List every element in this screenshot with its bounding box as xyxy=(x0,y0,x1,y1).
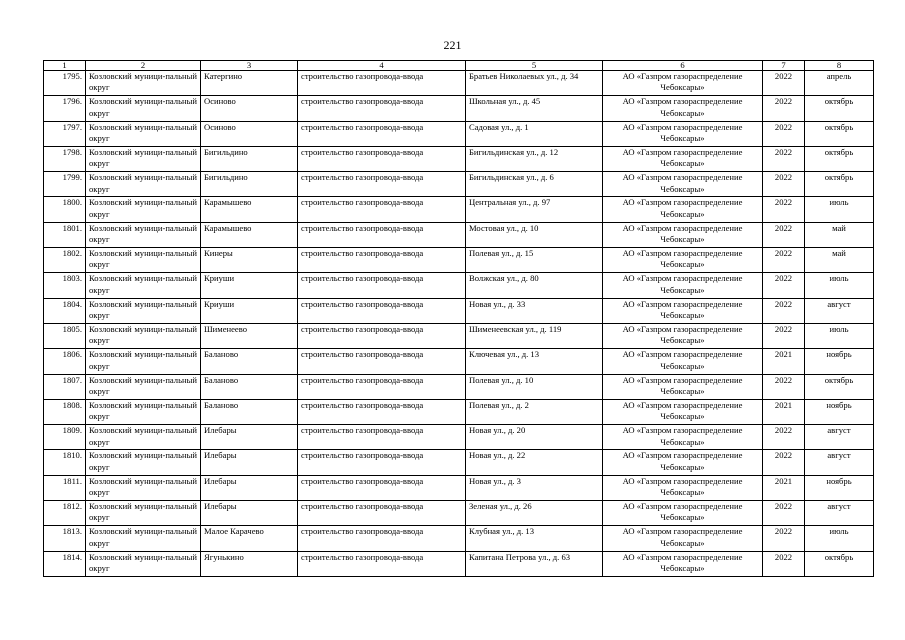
table-row xyxy=(44,248,874,273)
table-row xyxy=(44,273,874,298)
address-cell: Полевая ул., д. 10 xyxy=(466,374,603,399)
settlement-cell: Кинеры xyxy=(201,248,298,273)
district-cell: Козловский муници-пальный округ xyxy=(86,349,201,374)
month-cell: июль xyxy=(805,273,874,298)
table-row xyxy=(44,71,874,96)
address-cell: Бигильдинская ул., д. 6 xyxy=(466,172,603,197)
organization-cell: АО «Газпром газораспределение Чебоксары» xyxy=(603,399,763,424)
work-type-cell: строительство газопровода-ввода xyxy=(298,501,466,526)
work-type-cell: строительство газопровода-ввода xyxy=(298,197,466,222)
row-number-cell: 1803. xyxy=(44,273,86,298)
column-header: 1 xyxy=(44,61,86,71)
work-type-cell: строительство газопровода-ввода xyxy=(298,323,466,348)
district-cell: Козловский муници-пальный округ xyxy=(86,501,201,526)
month-cell: май xyxy=(805,248,874,273)
row-number-cell: 1802. xyxy=(44,248,86,273)
year-cell: 2022 xyxy=(763,323,805,348)
row-number-cell: 1806. xyxy=(44,349,86,374)
year-cell: 2022 xyxy=(763,450,805,475)
organization-cell: АО «Газпром газораспределение Чебоксары» xyxy=(603,501,763,526)
year-cell: 2022 xyxy=(763,121,805,146)
month-cell: октябрь xyxy=(805,146,874,171)
settlement-cell: Баланово xyxy=(201,349,298,374)
district-cell: Козловский муници-пальный округ xyxy=(86,551,201,576)
district-cell: Козловский муници-пальный округ xyxy=(86,425,201,450)
district-cell: Козловский муници-пальный округ xyxy=(86,374,201,399)
month-cell: июль xyxy=(805,526,874,551)
address-cell: Новая ул., д. 20 xyxy=(466,425,603,450)
address-cell: Школьная ул., д. 45 xyxy=(466,96,603,121)
organization-cell: АО «Газпром газораспределение Чебоксары» xyxy=(603,273,763,298)
page-number: 221 xyxy=(443,38,462,52)
settlement-cell: Осиново xyxy=(201,96,298,121)
row-number-cell: 1810. xyxy=(44,450,86,475)
month-cell: август xyxy=(805,501,874,526)
district-cell: Козловский муници-пальный округ xyxy=(86,248,201,273)
month-cell: октябрь xyxy=(805,374,874,399)
row-number-cell: 1809. xyxy=(44,425,86,450)
organization-cell: АО «Газпром газораспределение Чебоксары» xyxy=(603,323,763,348)
work-type-cell: строительство газопровода-ввода xyxy=(298,222,466,247)
district-cell: Козловский муници-пальный округ xyxy=(86,273,201,298)
row-number-cell: 1808. xyxy=(44,399,86,424)
work-type-cell: строительство газопровода-ввода xyxy=(298,121,466,146)
month-cell: август xyxy=(805,298,874,323)
district-cell: Козловский муници-пальный округ xyxy=(86,121,201,146)
table-row xyxy=(44,172,874,197)
column-header: 4 xyxy=(298,61,466,71)
month-cell: октябрь xyxy=(805,551,874,576)
organization-cell: АО «Газпром газораспределение Чебоксары» xyxy=(603,197,763,222)
month-cell: ноябрь xyxy=(805,475,874,500)
month-cell: май xyxy=(805,222,874,247)
work-type-cell: строительство газопровода-ввода xyxy=(298,450,466,475)
table-row xyxy=(44,349,874,374)
district-cell: Козловский муници-пальный округ xyxy=(86,298,201,323)
work-type-cell: строительство газопровода-ввода xyxy=(298,475,466,500)
work-type-cell: строительство газопровода-ввода xyxy=(298,425,466,450)
district-cell: Козловский муници-пальный округ xyxy=(86,450,201,475)
table-row xyxy=(44,146,874,171)
organization-cell: АО «Газпром газораспределение Чебоксары» xyxy=(603,475,763,500)
settlement-cell: Илебары xyxy=(201,501,298,526)
work-type-cell: строительство газопровода-ввода xyxy=(298,71,466,96)
settlement-cell: Илебары xyxy=(201,450,298,475)
address-cell: Бигильдинская ул., д. 12 xyxy=(466,146,603,171)
row-number-cell: 1798. xyxy=(44,146,86,171)
year-cell: 2021 xyxy=(763,475,805,500)
organization-cell: АО «Газпром газораспределение Чебоксары» xyxy=(603,248,763,273)
organization-cell: АО «Газпром газораспределение Чебоксары» xyxy=(603,172,763,197)
address-cell: Капитана Петрова ул., д. 63 xyxy=(466,551,603,576)
address-cell: Полевая ул., д. 2 xyxy=(466,399,603,424)
district-cell: Козловский муници-пальный округ xyxy=(86,96,201,121)
gasification-table xyxy=(43,60,874,577)
month-cell: август xyxy=(805,425,874,450)
district-cell: Козловский муници-пальный округ xyxy=(86,323,201,348)
organization-cell: АО «Газпром газораспределение Чебоксары» xyxy=(603,222,763,247)
table-row xyxy=(44,374,874,399)
column-header: 8 xyxy=(805,61,874,71)
column-header: 2 xyxy=(86,61,201,71)
address-cell: Клубная ул., д. 13 xyxy=(466,526,603,551)
table-row xyxy=(44,298,874,323)
month-cell: октябрь xyxy=(805,121,874,146)
month-cell: апрель xyxy=(805,71,874,96)
district-cell: Козловский муници-пальный округ xyxy=(86,197,201,222)
table-row xyxy=(44,323,874,348)
work-type-cell: строительство газопровода-ввода xyxy=(298,526,466,551)
row-number-cell: 1799. xyxy=(44,172,86,197)
settlement-cell: Илебары xyxy=(201,475,298,500)
organization-cell: АО «Газпром газораспределение Чебоксары» xyxy=(603,298,763,323)
organization-cell: АО «Газпром газораспределение Чебоксары» xyxy=(603,551,763,576)
table-row xyxy=(44,551,874,576)
district-cell: Козловский муници-пальный округ xyxy=(86,222,201,247)
column-header: 5 xyxy=(466,61,603,71)
year-cell: 2021 xyxy=(763,349,805,374)
year-cell: 2022 xyxy=(763,248,805,273)
row-number-cell: 1813. xyxy=(44,526,86,551)
work-type-cell: строительство газопровода-ввода xyxy=(298,349,466,374)
work-type-cell: строительство газопровода-ввода xyxy=(298,374,466,399)
district-cell: Козловский муници-пальный округ xyxy=(86,399,201,424)
address-cell: Новая ул., д. 33 xyxy=(466,298,603,323)
row-number-cell: 1807. xyxy=(44,374,86,399)
organization-cell: АО «Газпром газораспределение Чебоксары» xyxy=(603,121,763,146)
work-type-cell: строительство газопровода-ввода xyxy=(298,172,466,197)
row-number-cell: 1797. xyxy=(44,121,86,146)
address-cell: Новая ул., д. 22 xyxy=(466,450,603,475)
settlement-cell: Катергино xyxy=(201,71,298,96)
address-cell: Зеленая ул., д. 26 xyxy=(466,501,603,526)
year-cell: 2022 xyxy=(763,298,805,323)
row-number-cell: 1804. xyxy=(44,298,86,323)
year-cell: 2022 xyxy=(763,526,805,551)
table-row xyxy=(44,450,874,475)
district-cell: Козловский муници-пальный округ xyxy=(86,172,201,197)
settlement-cell: Илебары xyxy=(201,425,298,450)
column-header: 6 xyxy=(603,61,763,71)
address-cell: Шименеевская ул., д. 119 xyxy=(466,323,603,348)
address-cell: Новая ул., д. 3 xyxy=(466,475,603,500)
settlement-cell: Карамышево xyxy=(201,197,298,222)
address-cell: Полевая ул., д. 15 xyxy=(466,248,603,273)
work-type-cell: строительство газопровода-ввода xyxy=(298,551,466,576)
year-cell: 2022 xyxy=(763,425,805,450)
year-cell: 2022 xyxy=(763,273,805,298)
organization-cell: АО «Газпром газораспределение Чебоксары» xyxy=(603,425,763,450)
settlement-cell: Карамышево xyxy=(201,222,298,247)
address-cell: Братьев Николаевых ул., д. 34 xyxy=(466,71,603,96)
table-row xyxy=(44,501,874,526)
year-cell: 2022 xyxy=(763,96,805,121)
address-cell: Волжская ул., д. 80 xyxy=(466,273,603,298)
settlement-cell: Бигильдино xyxy=(201,146,298,171)
year-cell: 2022 xyxy=(763,374,805,399)
column-header: 7 xyxy=(763,61,805,71)
settlement-cell: Баланово xyxy=(201,399,298,424)
row-number-cell: 1801. xyxy=(44,222,86,247)
year-cell: 2022 xyxy=(763,222,805,247)
month-cell: октябрь xyxy=(805,96,874,121)
table-row xyxy=(44,197,874,222)
settlement-cell: Ягунькино xyxy=(201,551,298,576)
district-cell: Козловский муници-пальный округ xyxy=(86,475,201,500)
organization-cell: АО «Газпром газораспределение Чебоксары» xyxy=(603,349,763,374)
table-row xyxy=(44,475,874,500)
month-cell: октябрь xyxy=(805,172,874,197)
month-cell: июль xyxy=(805,323,874,348)
address-cell: Центральная ул., д. 97 xyxy=(466,197,603,222)
organization-cell: АО «Газпром газораспределение Чебоксары» xyxy=(603,96,763,121)
column-header: 3 xyxy=(201,61,298,71)
table-row xyxy=(44,425,874,450)
row-number-cell: 1805. xyxy=(44,323,86,348)
year-cell: 2022 xyxy=(763,551,805,576)
work-type-cell: строительство газопровода-ввода xyxy=(298,146,466,171)
organization-cell: АО «Газпром газораспределение Чебоксары» xyxy=(603,71,763,96)
row-number-cell: 1814. xyxy=(44,551,86,576)
table-row xyxy=(44,121,874,146)
settlement-cell: Малое Карачево xyxy=(201,526,298,551)
settlement-cell: Криуши xyxy=(201,273,298,298)
settlement-cell: Осиново xyxy=(201,121,298,146)
year-cell: 2022 xyxy=(763,71,805,96)
work-type-cell: строительство газопровода-ввода xyxy=(298,298,466,323)
settlement-cell: Шименеево xyxy=(201,323,298,348)
table-body xyxy=(44,71,874,577)
district-cell: Козловский муници-пальный округ xyxy=(86,146,201,171)
organization-cell: АО «Газпром газораспределение Чебоксары» xyxy=(603,526,763,551)
year-cell: 2022 xyxy=(763,501,805,526)
year-cell: 2022 xyxy=(763,197,805,222)
month-cell: август xyxy=(805,450,874,475)
row-number-cell: 1800. xyxy=(44,197,86,222)
district-cell: Козловский муници-пальный округ xyxy=(86,71,201,96)
work-type-cell: строительство газопровода-ввода xyxy=(298,248,466,273)
row-number-cell: 1796. xyxy=(44,96,86,121)
address-cell: Ключевая ул., д. 13 xyxy=(466,349,603,374)
work-type-cell: строительство газопровода-ввода xyxy=(298,273,466,298)
settlement-cell: Баланово xyxy=(201,374,298,399)
month-cell: ноябрь xyxy=(805,349,874,374)
row-number-cell: 1811. xyxy=(44,475,86,500)
organization-cell: АО «Газпром газораспределение Чебоксары» xyxy=(603,146,763,171)
row-number-cell: 1812. xyxy=(44,501,86,526)
work-type-cell: строительство газопровода-ввода xyxy=(298,399,466,424)
month-cell: июль xyxy=(805,197,874,222)
work-type-cell: строительство газопровода-ввода xyxy=(298,96,466,121)
row-number-cell: 1795. xyxy=(44,71,86,96)
settlement-cell: Криуши xyxy=(201,298,298,323)
column-number-row xyxy=(44,61,874,71)
table-row xyxy=(44,96,874,121)
organization-cell: АО «Газпром газораспределение Чебоксары» xyxy=(603,450,763,475)
table-row xyxy=(44,526,874,551)
year-cell: 2022 xyxy=(763,146,805,171)
year-cell: 2022 xyxy=(763,172,805,197)
settlement-cell: Бигильдино xyxy=(201,172,298,197)
address-cell: Садовая ул., д. 1 xyxy=(466,121,603,146)
address-cell: Мостовая ул., д. 10 xyxy=(466,222,603,247)
year-cell: 2021 xyxy=(763,399,805,424)
organization-cell: АО «Газпром газораспределение Чебоксары» xyxy=(603,374,763,399)
month-cell: ноябрь xyxy=(805,399,874,424)
district-cell: Козловский муници-пальный округ xyxy=(86,526,201,551)
table-row xyxy=(44,222,874,247)
table-row xyxy=(44,399,874,424)
